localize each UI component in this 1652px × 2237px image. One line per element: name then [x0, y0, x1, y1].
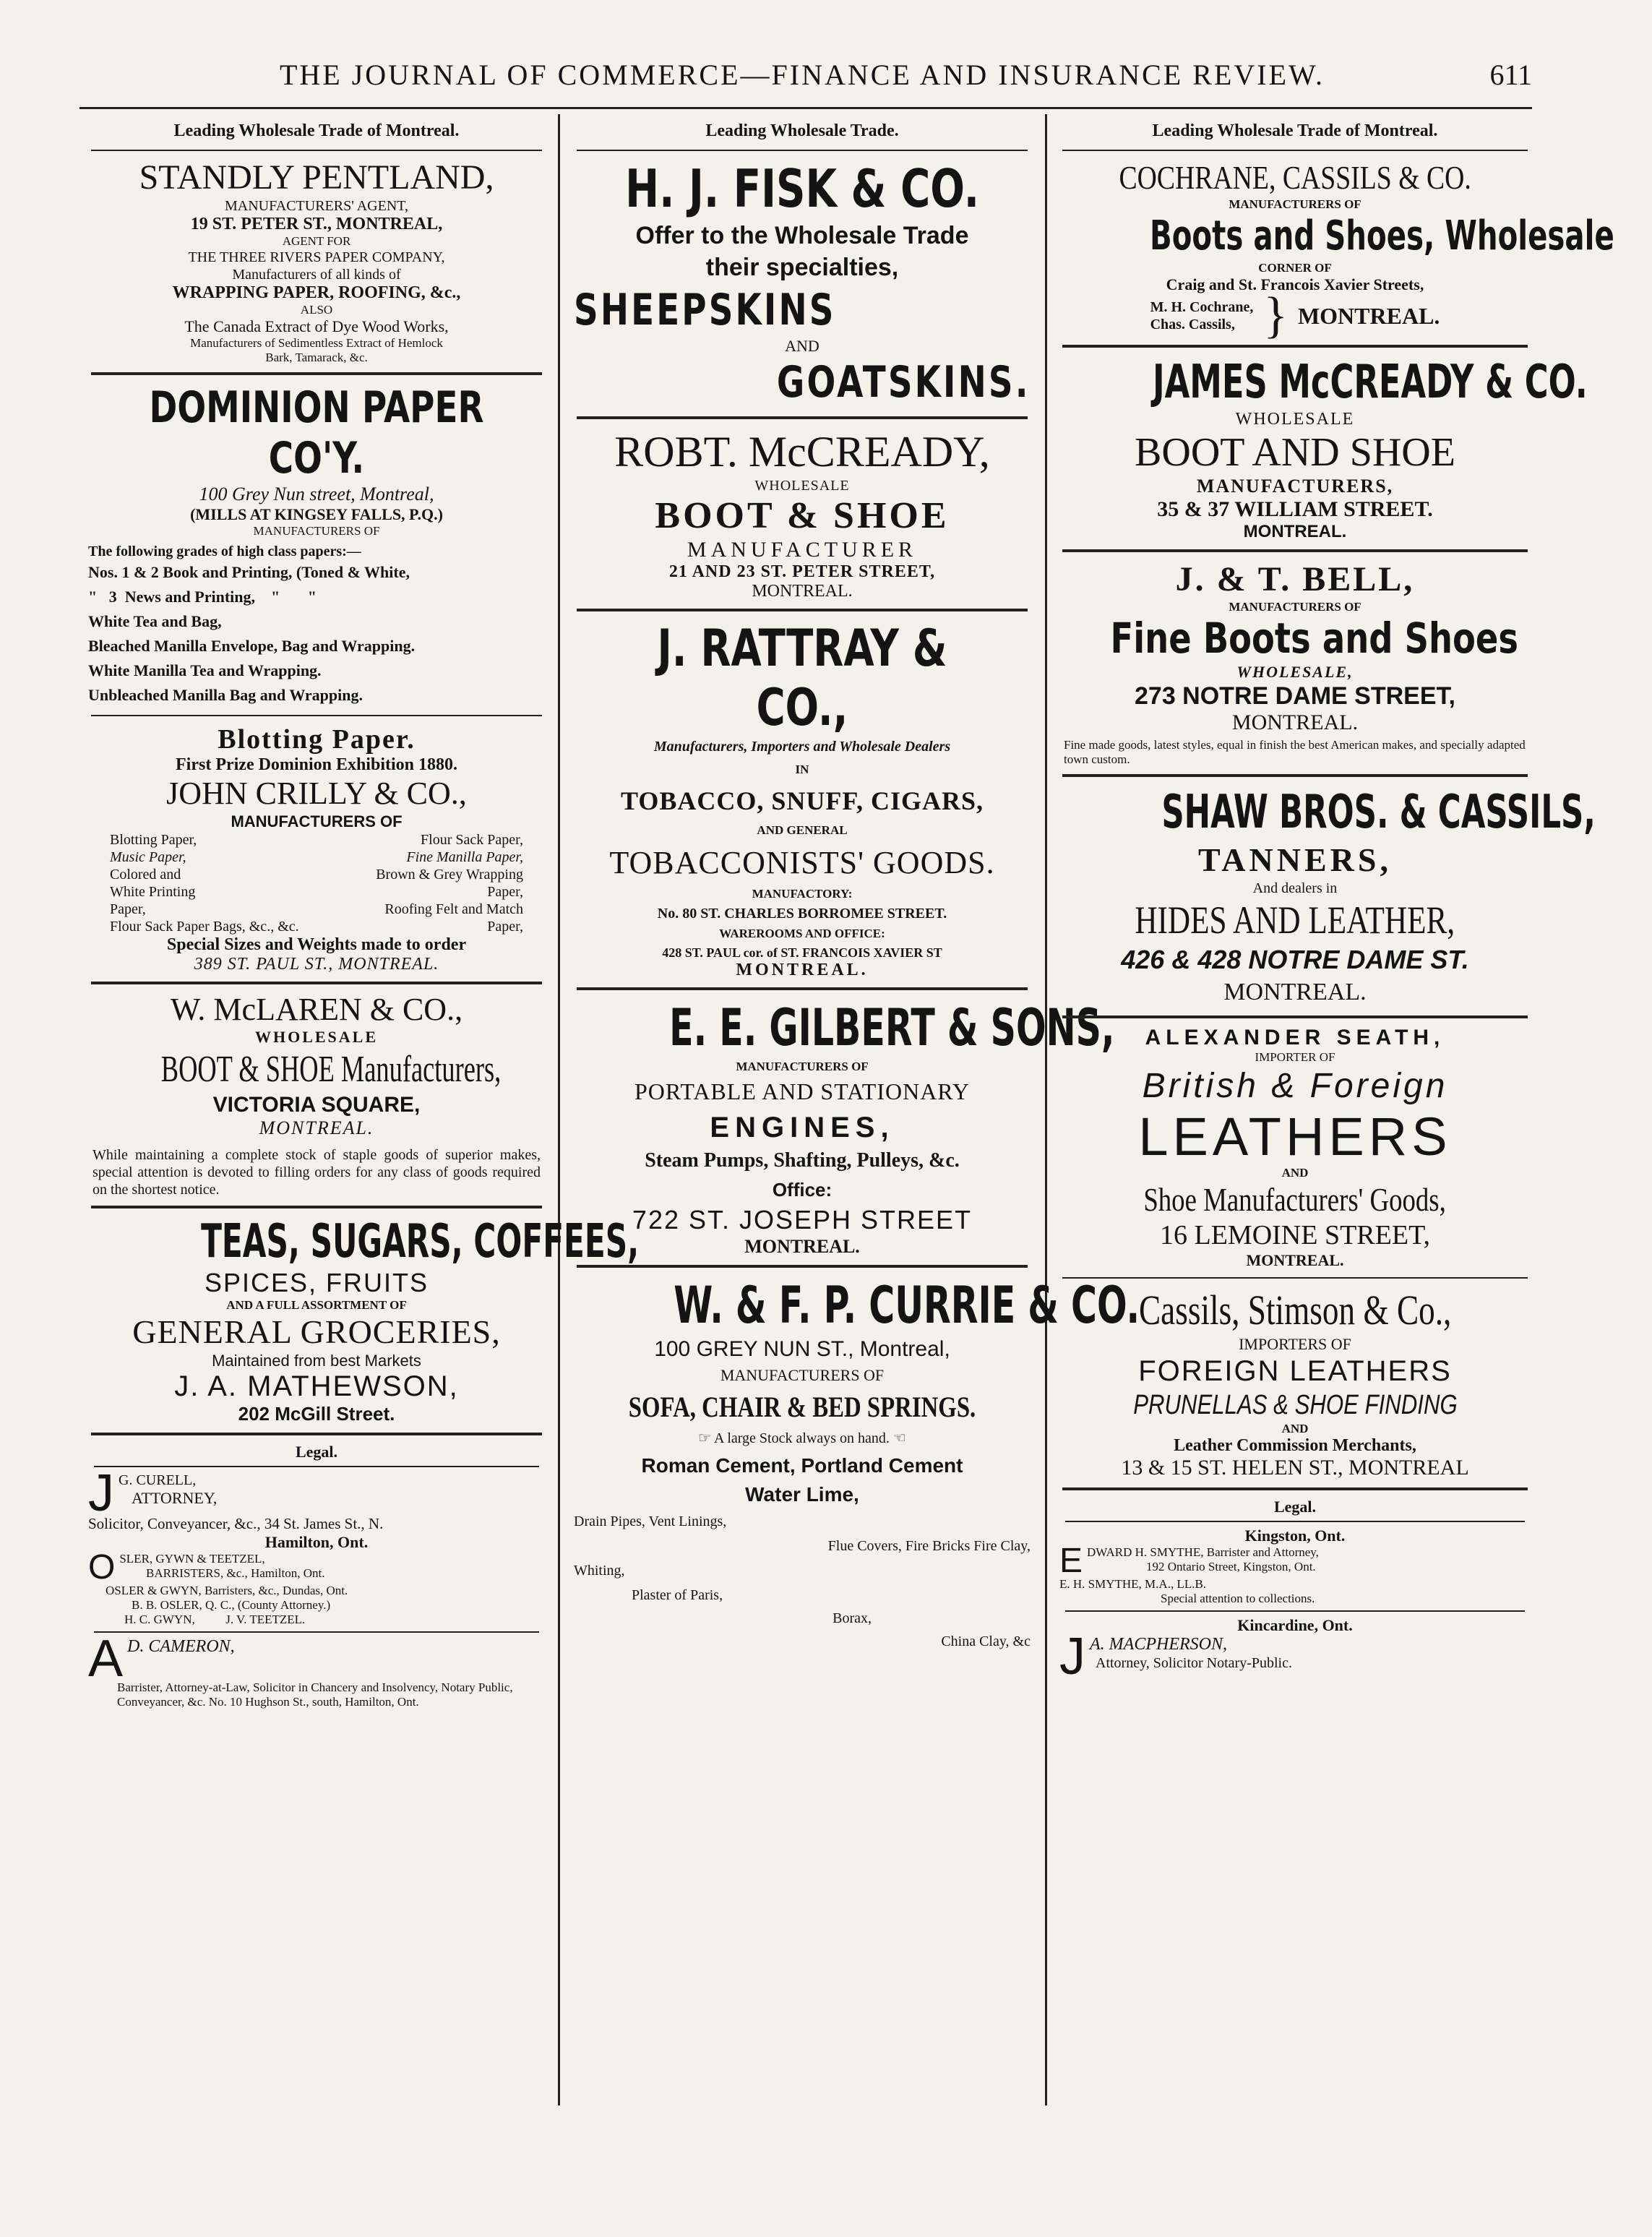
- legal-section: [1057, 1495, 1533, 1681]
- ad-line: WAREROOMS AND OFFICE:: [719, 927, 885, 940]
- drop-cap: J: [88, 1472, 114, 1515]
- ad-line: MANUFACTURERS OF: [253, 524, 380, 538]
- ad-line: AND: [785, 337, 819, 355]
- advertiser-name: SHAW BROS. & CASSILS,: [1161, 786, 1596, 839]
- ad-line: MANUFACTURERS OF: [736, 1060, 869, 1073]
- ad-line: TOBACCO, SNUFF, CIGARS,: [620, 786, 984, 815]
- ad-line: Drain Pipes, Vent Linings,: [574, 1513, 727, 1529]
- ad-line: AGENT FOR: [282, 234, 351, 248]
- ad-line: Paper,: [110, 901, 146, 917]
- pointing-hand-icon: ☞: [698, 1430, 712, 1446]
- ad-mathewson: [85, 1213, 640, 1428]
- drop-cap: E: [1059, 1545, 1083, 1577]
- divider: [1065, 1610, 1525, 1612]
- ad-line: 428 ST. PAUL cor. of ST. FRANCOIS XAVIER ST: [662, 945, 942, 960]
- page-header: [72, 51, 1532, 108]
- ad-line: 426 & 428 NOTRE DAME ST.: [1121, 945, 1469, 974]
- advertiser-name: H. J. FISK & CO.: [624, 158, 980, 219]
- divider: [577, 416, 1028, 419]
- ad-james-mccready: [1057, 352, 1588, 545]
- ad-line: G. CURELL,: [119, 1472, 197, 1488]
- ad-line: Fine Manilla Paper,: [406, 849, 523, 865]
- ad-line: MONTREAL.: [259, 1117, 374, 1138]
- ad-dominion-paper: [85, 379, 548, 710]
- ad-line: E. H. SMYTHE, M.A., LL.B.: [1059, 1577, 1207, 1591]
- ad-line: Manufacturers of all kinds of: [232, 267, 401, 283]
- ad-line: British & Foreign: [1142, 1067, 1448, 1105]
- advertiser-name: J. & T. BELL,: [1175, 560, 1415, 598]
- ad-line: MONTREAL.: [752, 582, 853, 601]
- ad-robt-mccready: [571, 424, 1033, 604]
- ad-line: White Printing: [110, 884, 196, 900]
- ad-line: (MILLS AT KINGSEY FALLS, P.Q.): [190, 505, 443, 523]
- ad-line: A large Stock always on hand.: [713, 1430, 890, 1446]
- ad-line: Solicitor, Conveyancer, &c., 34 St. James St., N.: [88, 1515, 384, 1532]
- ad-line: 202 McGill Street.: [238, 1403, 395, 1425]
- divider: [577, 987, 1028, 990]
- ad-line: AND: [1281, 1422, 1309, 1435]
- ad-line: Manufacturers of Sedimentless Extract of Hemlock: [190, 336, 443, 350]
- ad-line: MONTREAL.: [1297, 302, 1440, 329]
- ad-line: GENERAL GROCERIES,: [132, 1313, 501, 1350]
- ad-line: WHOLESALE,: [1236, 663, 1354, 681]
- ad-line: H. C. GWYN, J. V. TEETZEL.: [124, 1613, 306, 1626]
- divider: [91, 715, 542, 716]
- ad-line: No. 80 ST. CHARLES BORROMEE STREET.: [657, 906, 947, 922]
- ad-w-mclaren: [85, 989, 548, 1201]
- section-heading: Legal.: [295, 1443, 338, 1461]
- ad-line: Attorney, Solicitor Notary-Public.: [1096, 1655, 1292, 1671]
- ad-line: MANUFACTURERS OF: [231, 812, 403, 830]
- ad-line: The Canada Extract of Dye Wood Works,: [184, 317, 449, 335]
- ad-line: Leather Commission Merchants,: [1174, 1436, 1416, 1455]
- ad-line: GOATSKINS.: [777, 357, 1031, 408]
- ad-line: Fine made goods, latest styles, equal in finish the best American makes, and specially adapted town custom.: [1064, 738, 1526, 766]
- ad-line: ENGINES,: [710, 1112, 895, 1143]
- advertiser-name: W. McLAREN & CO.,: [170, 992, 463, 1027]
- legal-section: [85, 1440, 548, 1712]
- ad-line: Roofing Felt and Match: [384, 901, 523, 917]
- ad-line: MONTREAL.: [736, 961, 869, 979]
- ad-line: And dealers in: [1252, 880, 1338, 896]
- ad-line: Boots and Shoes, Wholesale: [1149, 212, 1614, 259]
- ad-line: 13 & 15 ST. HELEN ST., MONTREAL: [1121, 1456, 1469, 1480]
- ad-line: FOREIGN LEATHERS: [1138, 1355, 1452, 1387]
- ad-line: Special attention to collections.: [1161, 1592, 1315, 1605]
- ad-line: SLER, GYWN & TEETZEL,: [119, 1552, 265, 1566]
- divider: [577, 609, 1028, 611]
- section-heading: Hamilton, Ont.: [264, 1533, 369, 1551]
- ad-line: BARRISTERS, &c., Hamilton, Ont.: [146, 1566, 325, 1580]
- divider: [91, 1206, 542, 1208]
- ad-standly-pentland: [85, 155, 548, 368]
- ad-line: The following grades of high class papers:—: [88, 544, 361, 559]
- ad-line: Bark, Tamarack, &c.: [265, 351, 368, 364]
- ad-line: Office:: [772, 1179, 833, 1201]
- ad-line: 16 LEMOINE STREET,: [1160, 1220, 1430, 1250]
- divider: [1062, 150, 1528, 151]
- ad-line: WHOLESALE: [754, 478, 850, 494]
- ad-line: Nos. 1 & 2 Book and Printing, (Toned & White,: [88, 563, 410, 581]
- advertiser-name: COCHRANE, CASSILS & CO.: [1119, 159, 1471, 196]
- ad-line: 19 ST. PETER ST., MONTREAL,: [190, 215, 443, 233]
- ad-line: China Clay, &c: [941, 1633, 1031, 1649]
- section-heading: Kingston, Ont.: [1244, 1527, 1346, 1545]
- ad-line: Water Lime,: [745, 1483, 859, 1506]
- advertiser-name: DOMINION PAPER CO'Y.: [149, 382, 484, 484]
- ad-line: MANUFACTURERS,: [1196, 476, 1394, 497]
- header-rule: [79, 107, 1532, 109]
- ad-line: Borax,: [833, 1610, 872, 1626]
- ad-line: BOOT AND SHOE: [1135, 430, 1455, 475]
- divider: [1062, 1487, 1528, 1490]
- advertiser-name: JAMES McCREADY & CO.: [1152, 356, 1588, 409]
- ad-line: BOOT & SHOE: [655, 495, 950, 536]
- ad-line: IN: [795, 763, 809, 776]
- ad-j-rattray: [571, 616, 1033, 983]
- ad-line: Maintained from best Markets: [212, 1352, 421, 1370]
- ad-line: White Manilla Tea and Wrapping.: [88, 661, 322, 679]
- ad-alexander-seath: [1057, 1023, 1533, 1273]
- ad-line: 21 AND 23 ST. PETER STREET,: [668, 562, 936, 581]
- drop-cap: A: [88, 1637, 124, 1680]
- ad-line: Colored and: [110, 867, 181, 883]
- ad-hj-fisk: [571, 155, 1033, 412]
- advertiser-name: J. RATTRAY & CO.,: [657, 619, 947, 737]
- ad-line: Plaster of Paris,: [632, 1587, 723, 1603]
- divider: [577, 150, 1028, 151]
- ad-line: their specialties,: [705, 254, 899, 281]
- ad-line: AND GENERAL: [757, 823, 848, 837]
- ad-line: TANNERS,: [1198, 841, 1392, 878]
- divider: [91, 1433, 542, 1435]
- ad-line: MONTREAL.: [1223, 979, 1367, 1005]
- ad-line: VICTORIA SQUARE,: [212, 1093, 421, 1117]
- ad-line: While maintaining a complete stock of staple goods of superior makes, special attention is devoted to filling orders for any class of goods required on the shortest notice.: [93, 1147, 541, 1198]
- ad-line: Flue Covers, Fire Bricks Fire Clay,: [827, 1538, 1031, 1554]
- divider: [1062, 549, 1528, 552]
- ad-line: First Prize Dominion Exhibition 1880.: [176, 755, 457, 774]
- ad-line: ALSO: [300, 303, 333, 317]
- ad-line: OSLER & GWYN, Barristers, &c., Dundas, Ont.: [106, 1584, 348, 1597]
- ad-line: MANUFACTURERS OF: [1229, 600, 1361, 614]
- ad-line: 100 Grey Nun street, Montreal,: [199, 484, 434, 504]
- ad-line: Manufacturers, Importers and Wholesale Dealers: [653, 739, 951, 755]
- ad-line: WRAPPING PAPER, ROOFING, &c.,: [172, 283, 461, 302]
- ad-line: Flour Sack Paper,: [421, 832, 523, 848]
- advertiser-name: W. & F. P. CURRIE & CO.: [674, 1276, 1140, 1335]
- ad-line: WHOLESALE: [1235, 410, 1355, 429]
- ad-line: Blotting Paper,: [110, 832, 197, 848]
- ad-jt-bell: [1057, 557, 1533, 770]
- ad-line: 389 ST. PAUL ST., MONTREAL.: [194, 955, 439, 974]
- ad-line: Unbleached Manilla Bag and Wrapping.: [88, 686, 363, 704]
- ad-line: AND: [1281, 1166, 1309, 1180]
- divider: [91, 372, 542, 375]
- ad-line: Chas. Cassils,: [1150, 317, 1235, 332]
- ad-line: MANUFACTURER: [687, 538, 918, 562]
- ad-line: PORTABLE AND STATIONARY: [634, 1078, 970, 1104]
- ad-line: 35 & 37 WILLIAM STREET.: [1157, 497, 1433, 521]
- ad-line: TOBACCONISTS' GOODS.: [609, 845, 995, 880]
- ad-line: LEATHERS: [1138, 1107, 1452, 1167]
- divider: [91, 982, 542, 984]
- ad-line: " 3 News and Printing, " ": [88, 588, 317, 606]
- divider: [1062, 1277, 1528, 1279]
- column-divider: [1045, 114, 1047, 2105]
- ad-line: White Tea and Bag,: [88, 612, 222, 630]
- ad-line: MANUFACTURERS OF: [720, 1366, 885, 1384]
- ad-line: 100 GREY NUN ST., Montreal,: [654, 1337, 950, 1361]
- ad-cochrane-cassils: [1057, 155, 1614, 343]
- drop-cap: J: [1059, 1635, 1085, 1678]
- ad-line: IMPORTERS OF: [1239, 1335, 1351, 1353]
- ad-ee-gilbert: [571, 995, 1115, 1261]
- ad-line: Whiting,: [574, 1563, 625, 1579]
- advertiser-name: STANDLY PENTLAND,: [139, 158, 494, 197]
- ad-line: Music Paper,: [110, 849, 186, 865]
- column-right: [1057, 116, 1614, 2125]
- ad-line: MANUFACTURERS' AGENT,: [225, 198, 408, 214]
- ad-line: MANUFACTURERS OF: [1229, 197, 1361, 211]
- ad-line: MONTREAL.: [1246, 1251, 1344, 1269]
- ad-line: MONTREAL.: [1243, 522, 1347, 541]
- ad-line: THE THREE RIVERS PAPER COMPANY,: [188, 249, 445, 265]
- divider: [91, 150, 542, 151]
- divider: [1062, 345, 1528, 348]
- ad-line: MANUFACTORY:: [752, 887, 853, 901]
- column-heading: Leading Wholesale Trade of Montreal.: [173, 121, 460, 140]
- divider: [1062, 774, 1528, 777]
- section-heading: Legal.: [1273, 1498, 1317, 1516]
- advertiser-name: ALEXANDER SEATH,: [1145, 1026, 1445, 1049]
- ad-line: Shoe Manufacturers' Goods,: [1143, 1181, 1447, 1218]
- ad-line: SHEEPSKINS: [574, 285, 836, 335]
- ad-line: Offer to the Wholesale Trade: [635, 222, 969, 249]
- divider: [94, 1466, 539, 1467]
- advertiser-name: E. E. GILBERT & SONS,: [669, 998, 1115, 1057]
- drop-cap: O: [88, 1552, 116, 1584]
- ad-line: MONTREAL.: [1231, 710, 1359, 734]
- column-heading: Leading Wholesale Trade of Montreal.: [1152, 121, 1438, 140]
- ad-line: SPICES, FRUITS: [204, 1268, 429, 1297]
- ad-line: 192 Ontario Street, Kingston, Ont.: [1146, 1560, 1316, 1573]
- ad-line: CORNER OF: [1258, 261, 1332, 275]
- brace-glyph: }: [1263, 288, 1288, 343]
- ad-line: TEAS, SUGARS, COFFEES,: [201, 1215, 640, 1268]
- advertiser-name: JOHN CRILLY & CO.,: [166, 776, 467, 811]
- ad-line: Bleached Manilla Envelope, Bag and Wrapping.: [88, 637, 416, 655]
- ad-line: Barrister, Attorney-at-Law, Solicitor in Chancery and Insolvency, Notary Public, Conveyancer, &c. No. 10 Hughson St., south, Hamilton, Ont.: [117, 1680, 513, 1709]
- ad-line: DWARD H. SMYTHE, Barrister and Attorney,: [1087, 1545, 1319, 1559]
- ad-cassils-stimson: [1057, 1283, 1533, 1483]
- divider: [577, 1265, 1028, 1268]
- ad-line: Paper,: [487, 884, 523, 900]
- ad-line: A. MACPHERSON,: [1090, 1635, 1227, 1654]
- ad-line: Fine Boots and Shoes: [1110, 614, 1519, 663]
- ad-line: Flour Sack Paper Bags, &c., &c.: [110, 919, 299, 935]
- ad-line: Special Sizes and Weights made to order: [166, 935, 467, 954]
- ad-line: WHOLESALE: [254, 1028, 379, 1046]
- ad-line: Brown & Grey Wrapping: [376, 867, 523, 883]
- divider: [94, 1631, 539, 1633]
- column-heading: Leading Wholesale Trade.: [705, 121, 899, 140]
- ad-line: Blotting Paper.: [218, 724, 416, 755]
- ad-line: IMPORTER OF: [1255, 1050, 1335, 1064]
- ad-line: Paper,: [487, 919, 523, 935]
- journal-title: THE JOURNAL OF COMMERCE—FINANCE AND INSURANCE REVIEW.: [279, 59, 1325, 91]
- ad-line: D. CAMERON,: [127, 1637, 235, 1656]
- advertiser-name: Cassils, Stimson & Co.,: [1138, 1287, 1452, 1334]
- ad-line: Craig and St. Francois Xavier Streets,: [1166, 275, 1424, 293]
- ad-line: SOFA, CHAIR & BED SPRINGS.: [628, 1391, 976, 1423]
- ad-line: AND A FULL ASSORTMENT OF: [226, 1298, 407, 1312]
- ad-line: B. B. OSLER, Q. C., (County Attorney.): [132, 1598, 331, 1612]
- ad-line: HIDES AND LEATHER,: [1135, 898, 1455, 942]
- advertiser-name: ROBT. McCREADY,: [614, 428, 990, 476]
- ad-line: 273 NOTRE DAME STREET,: [1135, 682, 1455, 710]
- ad-line: PRUNELLAS & SHOE FINDING: [1132, 1390, 1458, 1420]
- section-heading: Kincardine, Ont.: [1237, 1616, 1353, 1634]
- ad-line: BOOT & SHOE Manufacturers,: [160, 1049, 502, 1090]
- ad-line: MONTREAL.: [744, 1236, 860, 1257]
- column-divider: [558, 114, 560, 2105]
- ad-line: M. H. Cochrane,: [1150, 299, 1254, 315]
- ad-john-crilly: [85, 721, 548, 977]
- divider: [1065, 1521, 1525, 1522]
- ad-line: Steam Pumps, Shafting, Pulleys, &c.: [645, 1149, 960, 1172]
- ad-line: ATTORNEY,: [132, 1489, 218, 1507]
- page-number: 611: [1489, 59, 1532, 91]
- pointing-hand-icon: ☜: [892, 1430, 906, 1446]
- advertiser-name: J. A. MATHEWSON,: [174, 1370, 459, 1402]
- ad-line: 722 ST. JOSEPH STREET: [632, 1205, 973, 1235]
- ad-shaw-bros: [1057, 781, 1596, 1011]
- divider: [1062, 1016, 1528, 1018]
- ad-line: Roman Cement, Portland Cement: [641, 1454, 963, 1477]
